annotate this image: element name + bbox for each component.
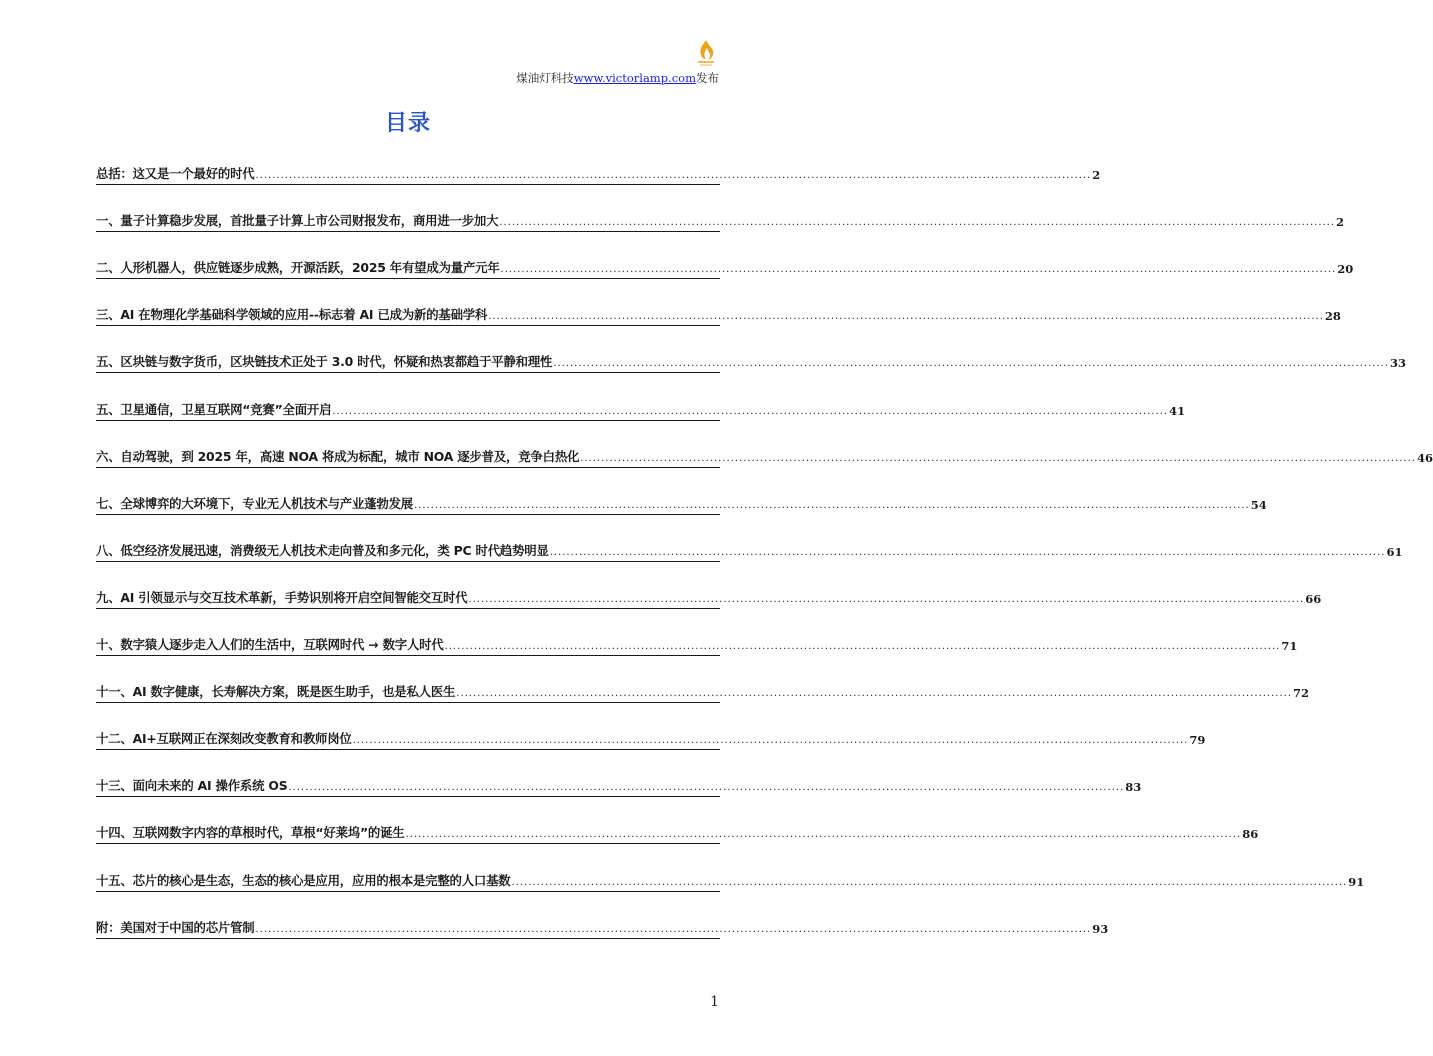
toc-entry-page: 46 [1416,450,1433,465]
toc-dot-leader: ........................................................................................................................................................................................................ [255,170,1092,181]
toc-entry-page: 33 [1390,356,1407,371]
publisher-suffix: 发布 [696,71,719,85]
toc-entry[interactable] [96,348,1407,373]
toc-entry-page: 2 [1092,168,1101,182]
toc-entry-page: 41 [1169,403,1186,418]
toc-entry-page: 86 [1242,827,1259,842]
toc-entry-label: 十、数字猿人逐步走入人们的生活中，互联网时代 → 数字人时代 [96,637,444,652]
toc-entry-label: 三、AI 在物理化学基础科学领域的应用--标志着 AI 已成为新的基础学科 [96,307,488,323]
toc-entry[interactable] [96,631,1298,656]
toc-entry-page: 61 [1386,544,1403,559]
toc-entry[interactable] [96,819,1259,844]
toc-entry[interactable] [96,537,1403,562]
toc-entry-label: 十四、互联网数字内容的草根时代，草根“好莱坞”的诞生 [96,825,405,841]
toc-entry-label: 总括：这又是一个最好的时代 [96,166,255,181]
toc-dot-leader: ........................................................................................................................................................................................................ [468,593,1305,605]
toc-dot-leader: ........................................................................................................................................................................................................ [580,452,1416,464]
page-title: 目录 [384,111,431,136]
toc-dot-leader: ........................................................................................................................................................................................................ [255,923,1092,935]
toc-entry-page: 20 [1337,262,1354,277]
toc-entry-label: 六、自动驾驶，到 2025 年，高速 NOA 将成为标配，城市 NOA 逐步普及，竞争白热化 [96,448,580,464]
toc-dot-leader: ........................................................................................................................................................................................................ [456,688,1293,700]
toc-dot-leader: ........................................................................................................................................................................................................ [500,264,1337,276]
toc-entry[interactable] [96,772,1142,797]
toc-dot-leader: ........................................................................................................................................................................................................ [352,735,1189,747]
toc-entry[interactable] [96,914,1109,939]
toc-entry-label: 七、全球博弈的大环境下，专业无人机技术与产业蓬勃发展 [96,495,413,511]
toc-entry-page: 83 [1125,780,1142,795]
toc-entry[interactable] [96,396,1186,421]
toc-dot-leader: ........................................................................................................................................................................................................ [332,405,1169,417]
publisher-prefix: 煤油灯科技 [516,71,574,85]
toc-entry-page: 72 [1293,686,1310,701]
toc-dot-leader: ........................................................................................................................................................................................................ [499,217,1336,229]
toc-entry-label: 十二、AI+互联网正在深刻改变教育和教师岗位 [96,731,352,747]
toc-entry-page: 91 [1348,874,1365,889]
publisher-link[interactable]: www.victorlamp.com [573,71,696,85]
toc-entry-page: 93 [1092,921,1109,936]
toc-entry-page: 28 [1324,309,1341,324]
toc-dot-leader: ........................................................................................................................................................................................................ [405,829,1242,841]
toc-dot-leader: ........................................................................................................................................................................................................ [549,546,1386,558]
toc-entry-label: 八、低空经济发展迅速，消费级无人机技术走向普及和多元化，类 PC 时代趋势明显 [96,542,549,558]
toc-entry-label: 十五、芯片的核心是生态，生态的核心是应用，应用的根本是完整的人口基数 [96,872,511,888]
publisher-line [516,70,719,86]
toc-entry-label: 二、人形机器人，供应链逐步成熟，开源活跃，2025 年有望成为量产元年 [96,260,500,276]
toc-entry-label: 十一、AI 数字健康，长寿解决方案，既是医生助手，也是私人医生 [96,684,456,700]
toc-dot-leader: ........................................................................................................................................................................................................ [511,876,1348,888]
toc-entry[interactable] [96,867,1365,892]
toc-entry[interactable] [96,301,1341,326]
toc-dot-leader: ........................................................................................................................................................................................................ [488,311,1324,323]
toc-dot-leader: ........................................................................................................................................................................................................ [288,782,1125,794]
toc-entry[interactable] [96,584,1322,609]
toc-entry-label: 附：美国对于中国的芯片管制 [96,919,255,935]
toc-entry[interactable] [96,207,1345,232]
toc-dot-leader: ........................................................................................................................................................................................................ [444,641,1281,652]
toc-entry[interactable] [96,443,1433,468]
toc-dot-leader: ........................................................................................................................................................................................................ [553,358,1389,370]
toc-entry-label: 一、量子计算稳步发展，首批量子计算上市公司财报发布，商用进一步加大 [96,213,499,229]
toc-entry-label: 九、AI 引领显示与交互技术革新，手势识别将开启空间智能交互时代 [96,589,468,605]
toc-entry[interactable] [96,725,1206,750]
toc-entry-label: 五、卫星通信，卫星互联网“竞赛”全面开启 [96,401,332,417]
toc-dot-leader: ........................................................................................................................................................................................................ [413,499,1250,511]
toc-entry-page: 2 [1336,215,1345,230]
toc-entry-page: 66 [1305,591,1322,606]
page-number: 1 [710,994,719,1010]
toc-entry-label: 五、区块链与数字货币，区块链技术正处于 3.0 时代，怀疑和热衷都趋于平静和理性 [96,354,553,370]
toc-entry-page: 79 [1189,733,1206,748]
toc-entry[interactable] [96,160,1101,185]
toc-entry-label: 十三、面向未来的 AI 操作系统 OS [96,778,288,794]
toc-entry[interactable] [96,254,1354,279]
toc-entry-page: 54 [1250,497,1267,512]
toc-entry[interactable] [96,490,1267,515]
toc-entry-page: 71 [1281,639,1298,653]
flame-icon [693,38,719,68]
toc-entry[interactable] [96,678,1310,703]
